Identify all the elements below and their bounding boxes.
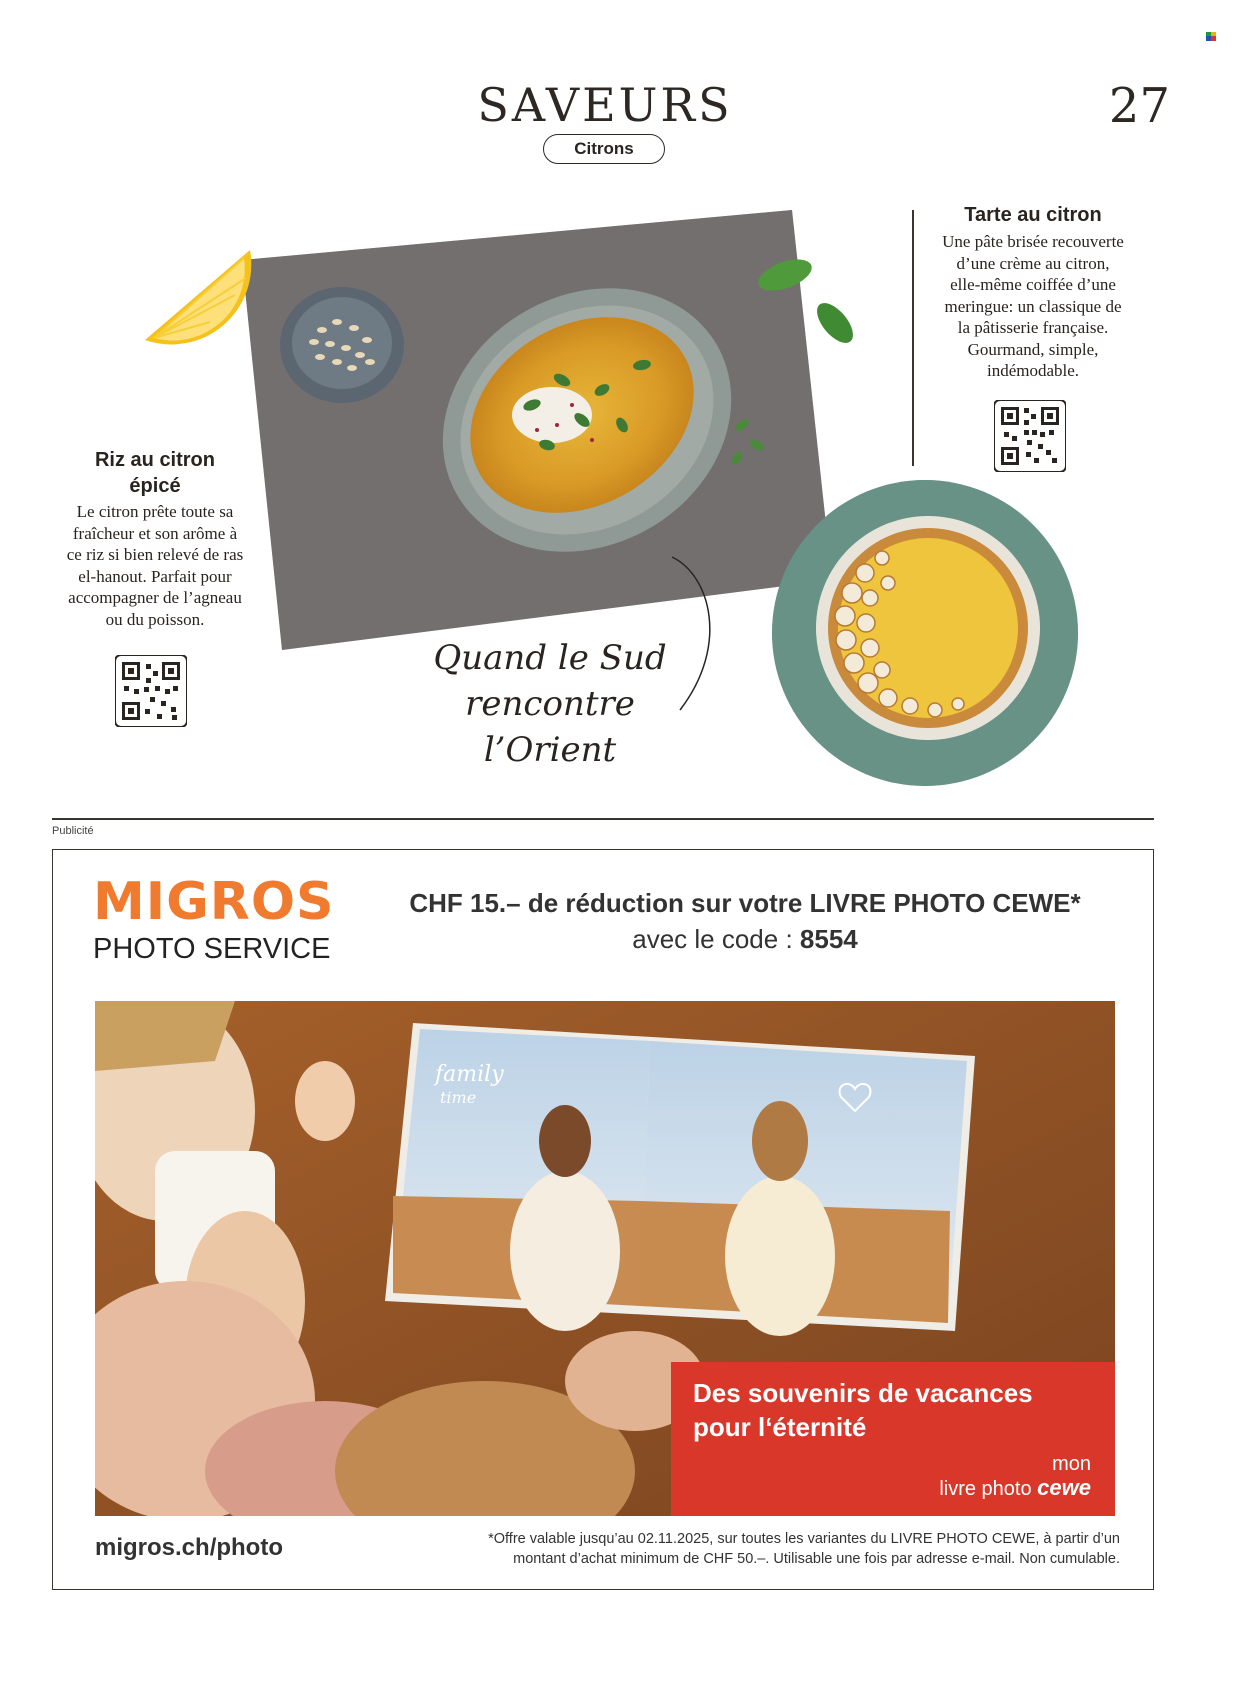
migros-logo: MIGROS (93, 872, 335, 932)
slogan-line: pour l‘éternité (693, 1412, 867, 1442)
product-label-line: mon (1052, 1453, 1091, 1475)
riz-line: ce riz si bien relevé de ras (66, 545, 244, 564)
product-label-line (939, 1476, 1091, 1501)
color-registration-mark (1206, 32, 1216, 41)
rice-dish-photo (242, 210, 832, 670)
script-line: Quand le Sud (433, 638, 667, 678)
tarte-line: Gourmand, simple, (967, 339, 1099, 359)
riz-line: accompagner de l’agneau (68, 588, 242, 607)
page-number: 27 (1108, 78, 1170, 134)
riz-line: fraîcheur et son arôme à (72, 523, 238, 543)
tarte-recipe-title: Tarte au citron (964, 204, 1102, 226)
slogan-text (693, 1376, 1093, 1444)
feature-script-title (390, 635, 710, 773)
tarte-qr-code[interactable] (994, 400, 1066, 472)
riz-recipe-title (40, 447, 270, 499)
advertisement-label: Publicité (52, 825, 94, 837)
mint-leaves-illustration (755, 255, 865, 355)
slogan-line: Des souvenirs de vacances (693, 1378, 1033, 1408)
decorative-arc (670, 555, 730, 715)
tarte-line: meringue: un classique de (944, 296, 1122, 316)
tarte-line: elle-même coiffée d’une (950, 275, 1116, 294)
tarte-line: d’une crème au citron, (956, 253, 1110, 273)
riz-line: Le citron prête toute sa (76, 502, 234, 521)
riz-qr-code[interactable] (115, 655, 187, 727)
topic-badge: Citrons (543, 134, 665, 164)
product-label-prefix: livre photo (939, 1478, 1032, 1500)
slogan-banner (671, 1362, 1115, 1516)
offer-disclaimer (420, 1529, 1120, 1569)
tarte-line: la pâtisserie française. (957, 318, 1109, 337)
photobook-script: family (435, 1062, 504, 1087)
photobook-script: time (440, 1088, 477, 1107)
script-line: rencontre (465, 684, 635, 724)
lemon-tart-photo (770, 478, 1080, 788)
section-title: SAVEURS (477, 78, 733, 132)
lemon-slice-illustration (140, 240, 270, 380)
riz-line: el-hanout. Parfait pour (78, 566, 232, 586)
riz-recipe-description (40, 501, 270, 630)
disclaimer-line: *Offre valable jusqu’au 02.11.2025, sur toutes les variantes du LIVRE PHOTO CEWE, à partir d’un (488, 1531, 1120, 1547)
cewe-product-logo (939, 1452, 1091, 1501)
promo-code-line (370, 924, 1120, 955)
riz-line: ou du poisson. (105, 609, 205, 629)
riz-title-line: Riz au citron (94, 449, 215, 471)
cewe-brand: cewe (1037, 1475, 1091, 1500)
riz-title-line: épicé (129, 475, 181, 497)
tarte-recipe-description (908, 231, 1158, 382)
offer-headline: CHF 15.– de réduction sur votre LIVRE PHOTO CEWE* (409, 888, 1081, 918)
promo-code: 8554 (799, 924, 858, 954)
horizontal-rule (52, 818, 1154, 820)
ad-website-link[interactable]: migros.ch/photo (95, 1534, 283, 1561)
photo-service-label: PHOTO SERVICE (93, 933, 331, 965)
tarte-line: indémodable. (986, 361, 1080, 380)
tarte-line: Une pâte brisée recouverte (942, 232, 1124, 251)
disclaimer-line: montant d’achat minimum de CHF 50.–. Utilisable une fois par adresse e-mail. Non cumulable. (513, 1551, 1120, 1567)
script-line: l’Orient (483, 730, 617, 770)
promo-code-prefix: avec le code : (632, 924, 793, 954)
